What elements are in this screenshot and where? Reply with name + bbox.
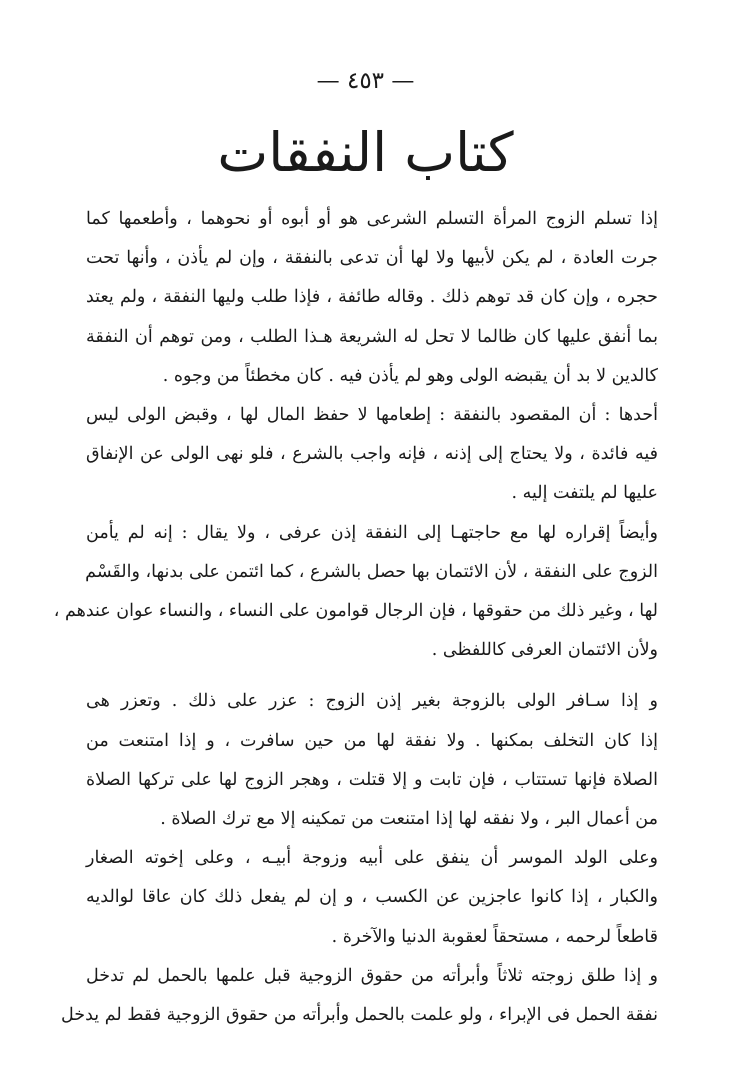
text-line: فيه فائدة ، ولا يحتاج إلى إذنه ، فإنه واجب بالشرع ، فلو نهى الولى عن الإنفاق (86, 444, 658, 465)
text-line: و إذا سـافر الولى بالزوجة بغير إذن الزوج : عزر على ذلك . وتعزر هى (86, 691, 658, 712)
text-line: والكبار ، إذا كانوا عاجزين عن الكسب ، و إن لم يفعل ذلك كان عاقا لوالديه (86, 887, 658, 908)
text-line: لها ، وغير ذلك من حقوقها ، فإن الرجال قوامون على النساء ، والنساء عوان عندهم ، (53, 601, 658, 622)
paragraph-6 (61, 957, 658, 1035)
paragraph-4 (86, 682, 658, 839)
text-line: إذا تسلم الزوج المرأة التسلم الشرعى هو أو أبوه أو نحوهما ، وأطعمها كما (86, 209, 658, 229)
paragraph-3 (53, 514, 658, 671)
text-line: إذا كان التخلف بمكنها . ولا نفقة لها من حين سافرت ، و إذا امتنعت من (86, 730, 658, 751)
chapter-title: كتاب النفقات (217, 121, 514, 184)
text-line: ولأن الائتمان العرفى كاللفظى . (431, 640, 658, 661)
text-line: من أعمال البر ، ولا نفقه لها إذا امتنعت من تمكينه إلا مع ترك الصلاة . (160, 809, 658, 830)
text-line: جرت العادة ، لم يكن لأبيها ولا لها أن تدعى بالنفقة ، وإن لم يأذن ، وأنها تحت (86, 248, 658, 269)
text-line: قاطعاً لرحمه ، مستحقاً لعقوبة الدنيا والآخرة . (331, 926, 658, 947)
text-line: حجره ، وإن كان قد توهم ذلك . وقاله طائفة ، فإذا طلب وليها النفقة ، ولم يعتد (86, 287, 658, 308)
text-line: و إذا طلق زوجته ثلاثاً وأبرأته من حقوق الزوجية قبل علمها بالحمل لم تدخل (86, 965, 658, 986)
paragraph-2 (86, 396, 658, 514)
paragraph-1 (86, 200, 658, 396)
text-line: كالدين لا بد أن يقبضه الولى وهو لم يأذن فيه . كان مخطئاً من وجوه . (162, 365, 658, 386)
text-line: الصلاة فإنها تستتاب ، فإن تابت و إلا قتلت ، وهجر الزوج لها على تركها الصلاة (86, 769, 658, 790)
page-number: — ٤٥٣ — (316, 68, 415, 94)
paragraph-5 (86, 839, 658, 957)
text-line: الزوج على النفقة ، لأن الائتمان بها حصل بالشرع ، كما ائتمن على بدنها، والقَسْم (85, 561, 658, 582)
text-line: عليها لم يلتفت إليه . (511, 483, 658, 504)
text-line: وعلى الولد الموسر أن ينفق على أبيه وزوجة أبيـه ، وعلى إخوته الصغار (86, 848, 658, 869)
text-line: وأيضاً إقراره لها مع حاجتهـا إلى النفقة إذن عرفى ، ولا يقال : إنه لم يأمن (86, 522, 658, 543)
body-text (53, 200, 658, 1035)
text-line: بما أنفق عليها كان ظالما لا تحل له الشريعة هـذا الطلب ، ومن توهم أن النفقة (86, 326, 658, 347)
text-line: نفقة الحمل فى الإبراء ، ولو علمت بالحمل وأبرأته من حقوق الزوجية فقط لم يدخل (61, 1005, 658, 1026)
text-line: أحدها : أن المقصود بالنفقة : إطعامها لا حفظ المال لها ، وقبض الولى ليس (86, 405, 658, 426)
